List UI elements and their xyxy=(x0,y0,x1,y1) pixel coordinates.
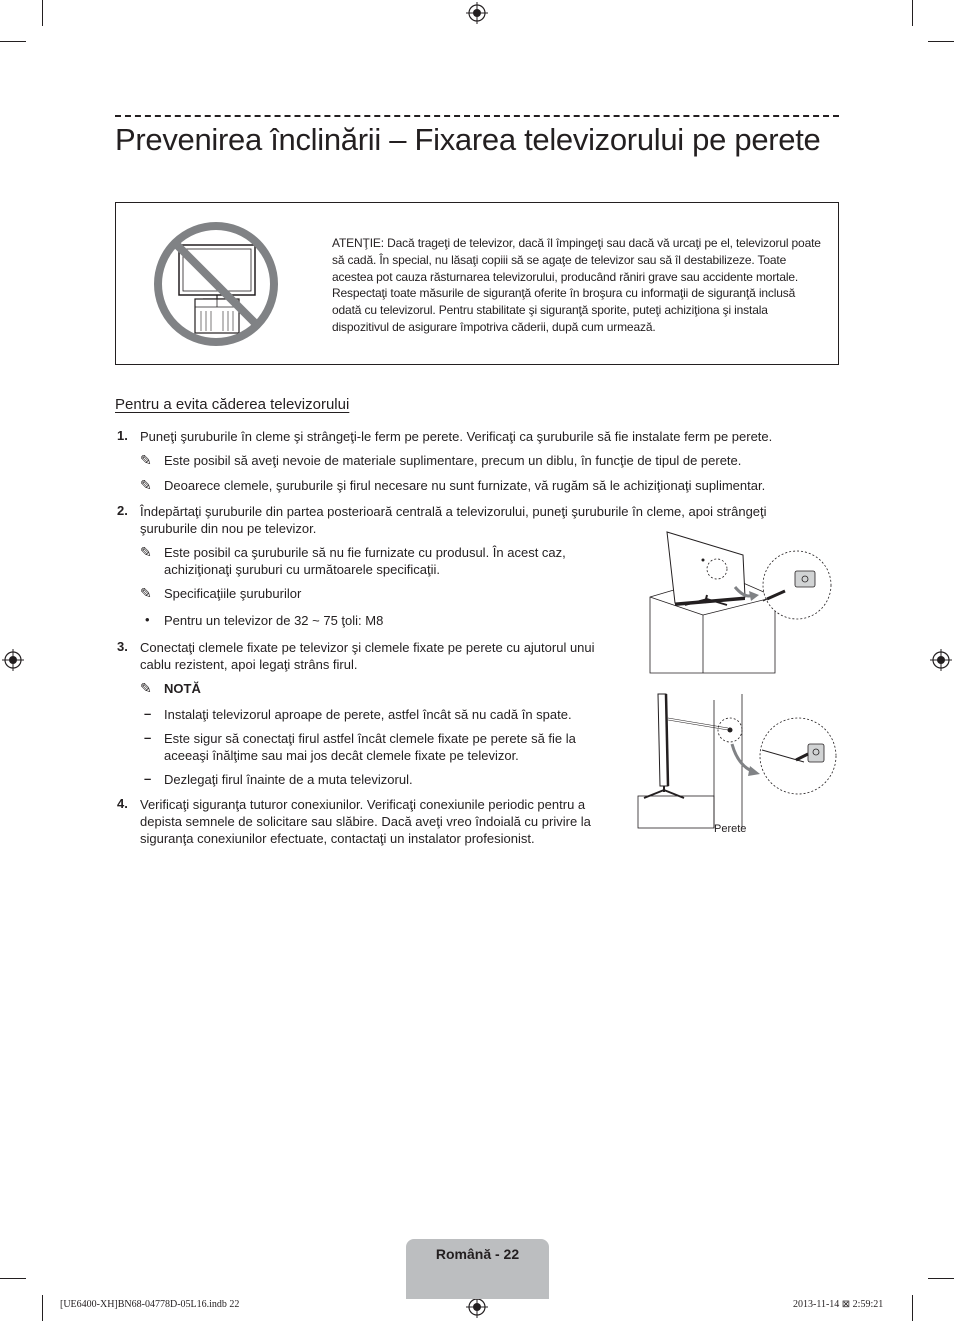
section-heading: Pentru a evita căderea televizorului xyxy=(115,396,350,413)
step-text: Conectaţi clemele fixate pe televizor şi clemele fixate pe perete cu ajutorul unui cablu rezistent, apoi legaţi strâns firul. xyxy=(140,640,595,672)
page-title: Prevenirea înclinării – Fixarea televizorului pe perete xyxy=(115,122,821,157)
warning-box xyxy=(115,202,839,365)
bullet-icon: • xyxy=(145,612,150,627)
note-icon: ✎ xyxy=(140,544,152,560)
page-number: Română - 22 xyxy=(435,1246,520,1262)
step-number: 1. xyxy=(117,428,128,443)
crop-mark xyxy=(0,41,26,42)
crop-mark xyxy=(42,0,43,26)
note-icon: ✎ xyxy=(140,680,152,696)
crop-mark xyxy=(0,1278,26,1279)
no-tv-on-stand-icon xyxy=(151,219,281,349)
note-label: NOTĂ xyxy=(164,681,201,696)
tv-wall-wire-illustration xyxy=(636,690,840,830)
dash-icon: – xyxy=(144,706,152,721)
page-number-tab xyxy=(406,1239,549,1299)
registration-mark-icon xyxy=(466,1296,488,1318)
note-text: Este posibil să aveţi nevoie de materiale suplimentare, precum un diblu, în funcţie de tipul de perete. xyxy=(164,453,742,468)
step-text: Îndepărtaţi şuruburile din partea posterioară centrală a televizorului, puneţi şuruburile în cleme, apoi strângeţi şuruburile din nou pe televizor. xyxy=(140,504,767,536)
title-rule xyxy=(115,115,839,117)
tv-bracket-illustration xyxy=(645,527,845,677)
warning-text: ATENŢIE: Dacă trageţi de televizor, dacă îl împingeţi sau dacă vă urcaţi pe el, televizorul poate să cadă. În special, nu lăsaţi copiii să se agaţe de televizor sau să îl destabilizeze. Toate acestea pot cauza răsturnarea televizorului, producând răniri grave sau accidente mortale. Respectaţi toate măsurile de siguranţă oferite în broşura cu informaţii de siguranţă inclusă odată cu televizorul. Pentru stabilitate şi siguranţă sporite, puteţi achiziţiona şi instala dispozitivul de asigurare împotriva căderii, după cum urmează. xyxy=(332,236,821,334)
note-icon: ✎ xyxy=(140,452,152,468)
step-number: 4. xyxy=(117,796,128,811)
crop-mark xyxy=(928,41,954,42)
dash-icon: – xyxy=(144,771,152,786)
note-text: Specificaţiile şuruburilor xyxy=(164,586,302,601)
note-text: Deoarece clemele, şuruburile şi firul necesare nu sunt furnizate, vă rugăm să le achiziţionaţi suplimentar. xyxy=(164,478,766,493)
dash-text: Instalaţi televizorul aproape de perete, astfel încât să nu cadă în spate. xyxy=(164,707,572,722)
note-icon: ✎ xyxy=(140,477,152,493)
step-number: 3. xyxy=(117,639,128,654)
dash-text: Este sigur să conectaţi firul astfel încât clemele fixate pe perete să fie la aceeaşi înălţime sau mai jos decât clemele fixate pe televizor. xyxy=(164,731,576,763)
dash-icon: – xyxy=(144,730,152,745)
registration-mark-icon xyxy=(930,649,952,671)
bullet-text: Pentru un televizor de 32 ~ 75 ţoli: M8 xyxy=(164,613,384,628)
file-info: [UE6400-XH]BN68-04778D-05L16.indb 22 xyxy=(60,1299,240,1310)
wall-label: Perete xyxy=(714,823,747,835)
registration-mark-icon xyxy=(2,649,24,671)
step-text: Verificaţi siguranţa tuturor conexiunilor. Verificaţi conexiunile periodic pentru a depista semnele de solicitare sau slăbire. Dacă aveţi vreo îndoială cu privire la siguranţa conexiunilor efectuate, contactaţi un instalator profesionist. xyxy=(140,797,591,846)
registration-mark-icon xyxy=(466,2,488,24)
print-timestamp: 2013-11-14 ⊠ 2:59:21 xyxy=(793,1299,884,1310)
step-text: Puneţi şuruburile în cleme şi strângeţi-le ferm pe perete. Verificaţi ca şuruburile să fie instalate ferm pe perete. xyxy=(140,429,773,444)
crop-mark xyxy=(42,1295,43,1321)
step-number: 2. xyxy=(117,503,128,518)
crop-mark xyxy=(912,0,913,26)
note-text: Este posibil ca şuruburile să nu fie furnizate cu produsul. În acest caz, achiziţionaţi şuruburi cu următoarele specificaţii. xyxy=(164,545,566,577)
note-icon: ✎ xyxy=(140,585,152,601)
crop-mark xyxy=(912,1295,913,1321)
crop-mark xyxy=(928,1278,954,1279)
dash-text: Dezlegaţi firul înainte de a muta televizorul. xyxy=(164,772,413,787)
